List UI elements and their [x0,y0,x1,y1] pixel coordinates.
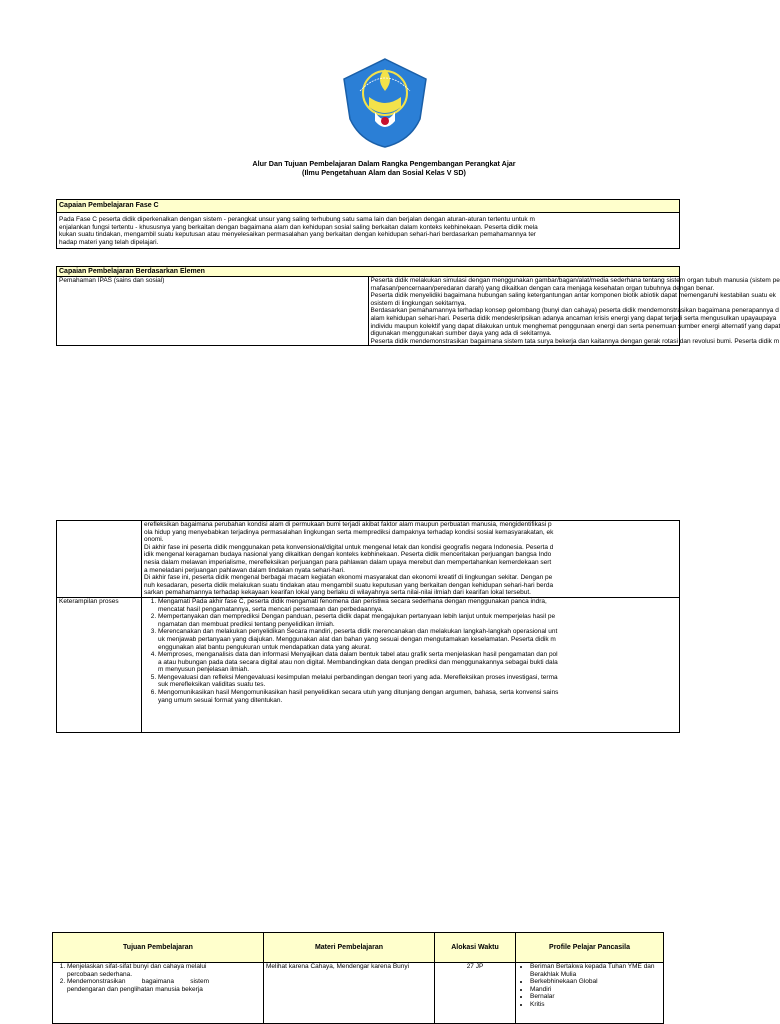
keterampilan-line: enggunakan alat bantu pengukuran untuk mendapatkan data yang akurat. [158,643,372,651]
capaian-fase-heading: Capaian Pembelajaran Fase C [57,200,680,213]
continuation-line: erefleksikan bagaimana perubahan kondisi alam di permukaan bumi terjadi akibat faktor alam maupun perbuatan manusia, mengidentifikasi p [144,521,552,528]
title-line-1: Alur Dan Tujuan Pembelajaran Dalam Rangka Pengembangan Perangkat Ajar [252,159,516,168]
keterampilan-line: m menyusun penjelasan ilmiah. [158,666,250,674]
keterampilan-list [144,598,677,704]
profil-item: • Bernalar [530,993,661,1001]
continuation-table [56,520,680,733]
capaian-fase-table [56,199,680,249]
tujuan-item [67,963,261,978]
tujuan-line: percobaan sederhana. [67,970,133,978]
keterampilan-item [158,674,677,689]
keterampilan-line: ngamatan dan membuat prediksi tentang penyelidikan ilmiah. [158,620,335,628]
tujuan-line: 1. Menjelaskan sifat-sifat bunyi dan cahaya melalui [67,963,207,970]
elemen-line: Berdasarkan pemahamannya terhadap konsep gelombang (bunyi dan cahaya) peserta didik mendemonstrasikan bagaimana penerapannya d [370,307,779,315]
keterampilan-line: 1. Mengamati Pada akhir fase C, peserta didik mengamati fenomena dan peristiwa secara sederhana dengan menggunakan panca indra, [158,597,547,605]
capaian-fase-line: hadap materi yang telah dipelajari. [59,238,159,246]
elemen-line: individu maupun kolektif yang dapat dilakukan untuk menghemat penggunaan energi dan serta penemuan sumber energi alternatif yang dapat [370,322,780,330]
tujuan-line: pendengaran dan penglihatan manusia bekerja [67,985,203,993]
capaian-fase-line: enjalankan fungsi tertentu - khususnya yang berkaitan dengan bagaimana alam dan kehidupan sosial saling berkaitan dalam konteks kebhinekaan. Peserta didik mela [59,223,538,231]
elemen-line: digunakan menggunakan sumber daya yang ada di sekitarnya. [370,330,552,338]
capaian-fase-body [57,213,680,249]
keterampilan-line: 6. Mengomunikasikan hasil Mengomunikasikan hasil penyelidikan secara utuh yang ditunjang dengan argumen, bahasa, serta konvensi sains [158,689,559,697]
alokasi-cell: 27 JP [435,963,516,1024]
keterampilan-item [158,628,677,651]
keterampilan-line: yang umum sesuai format yang ditentukan. [158,696,283,704]
profil-item: • Beriman Bertakwa kepada Tuhan YME dan Berakhlak Mulia [530,963,661,978]
document-title [120,159,648,177]
continuation-line: nuh kesadaran, peserta didik melakukan suatu tindakan atau mengambil suatu keputusan yang berkaitan dengan kehidupan sehari-hari berda [144,581,554,589]
tujuan-list [55,963,261,993]
continuation-line: sarkan pemahamannya terhadap kekayaan kearifan lokal yang berlaku di wilayahnya serta nilai-nilai ilmiah dari kearifan lokal tersebut. [144,589,531,597]
keterampilan-line: a atau hubungan pada data secara digital atau non digital. Membandingkan data dengan prediksi dan menggunakannya sebagai bukti dala [158,658,558,666]
capaian-fase-line: Pada Fase C peserta didik diperkenalkan dengan sistem - perangkat unsur yang saling terhubung satu sama lain dan berjalan dengan aturan-aturan tertentu untuk m [59,216,535,223]
continuation-line: a meneladani perjuangan pahlawan dalam tindakan nyata sehari-hari. [144,566,345,574]
continuation-line: nesia dalam melawan imperialisme, merefleksikan perjuangan para pahlawan dalam upaya merebut dan mempertahankan kemerdekaan sert [144,558,552,566]
header-tujuan: Tujuan Pembelajaran [53,933,264,963]
elemen-body [368,277,780,346]
header-alokasi: Alokasi Waktu [435,933,516,963]
capaian-fase-line: kukan suatu tindakan, mengambil suatu keputusan atau menyelesaikan permasalahan yang berkaitan dengan kehidupan sehari-hari berdasarkan pemahamannya ter [59,231,536,239]
tujuan-line: 2. Mendemonstrasikan bagaimana sistem [67,978,209,986]
tut-wuri-handayani-logo [340,57,430,149]
keterampilan-body [142,597,680,732]
tujuan-table [52,932,664,1024]
capaian-elemen-table [56,266,780,346]
keterampilan-item [158,598,677,613]
elemen-line: rnafasan/pencernaan/peredaran darah) yang dikaitkan dengan cara menjaga kesehatan organ tubuhnya dengan benar. [370,284,715,292]
elemen-line: Peserta didik menyelidiki bagaimana hubungan saling ketergantungan antar komponen biotik abiotik dapat memengaruhi kestabilan suatu ek [370,292,776,300]
elemen-label: Pemahaman IPAS (sains dan sosial) [57,277,369,346]
keterampilan-item [158,651,677,674]
keterampilan-line: suk merefleksikan validitas suatu tes. [158,681,266,689]
capaian-elemen-heading: Capaian Pembelajaran Berdasarkan Elemen [57,267,680,277]
elemen-line: osistem di lingkungan sekitarnya. [370,299,467,307]
keterampilan-line: 4. Memproses, menganalisis data dan informasi Menyajikan data dalam bentuk tabel atau grafik serta menjelaskan hasil pengamatan dan pol [158,651,558,659]
elemen-line: Peserta didik mendemonstrasikan bagaimana sistem tata surya bekerja dan kaitannya dengan gerak rotasi dan revolusi bumi. Peserta didik m [370,337,780,345]
profil-item: • Mandiri [530,986,661,994]
continuation-line: Di akhir fase ini, peserta didik mengenal berbagai macam kegiatan ekonomi masyarakat dan ekonomi kreatif di lingkungan sekitar. Dengan pe [144,574,553,582]
continuation-body [142,521,680,598]
tujuan-cell [53,963,264,1024]
header-materi: Materi Pembelajaran [264,933,435,963]
continuation-line: idik mengenal keragaman budaya nasional yang dikaitkan dengan konteks kebhinekaan. Peserta didik menceritakan perjuangan bangsa Indo [144,551,552,559]
header-profil: Profile Pelajar Pancasila [516,933,664,963]
profil-item: • Kritis [530,1001,661,1009]
elemen-line: alam kehidupan sehari-hari. Peserta didik mendeskripsikan adanya ancaman krisis energi yang dapat terjadi serta mengusulkan upayaupaya [370,314,777,322]
profil-cell [516,963,664,1024]
profil-item: • Berkebhinekaan Global [530,978,661,986]
profil-list [518,963,661,1009]
continuation-empty-cell [57,521,142,598]
materi-cell: Melihat karena Cahaya, Mendengar karena Bunyi [264,963,435,1024]
keterampilan-label: Keterampilan proses [57,597,142,732]
tujuan-item [67,978,261,993]
continuation-line: Di akhir fase ini peserta didik menggunakan peta konvensional/digital untuk mengenal letak dan kondisi geografis negara Indonesia. Peserta d [144,543,554,551]
keterampilan-line: 5. Mengevaluasi dan refleksi Mengevaluasi kesimpulan melalui perbandingan dengan teori yang ada. Merefleksikan proses investigasi, terma [158,673,558,681]
keterampilan-item [158,613,677,628]
keterampilan-line: 3. Merencanakan dan melakukan penyelidikan Secara mandiri, peserta didik merencanakan dan melakukan langkah-langkah operasional unt [158,628,558,636]
continuation-line: onomi. [144,536,164,544]
keterampilan-line: uk menjawab pertanyaan yang diajukan. Menggunakan alat dan bahan yang sesuai dengan mengutamakan keselamatan. Peserta didik m [158,635,556,643]
keterampilan-line: mencatat hasil pengamatannya, serta mencari persamaan dan perbedaannya. [158,605,384,613]
keterampilan-item [158,689,677,704]
title-line-2: (Ilmu Pengetahuan Alam dan Sosial Kelas V SD) [302,168,466,177]
elemen-line: Peserta didik melakukan simulasi dengan menggunakan gambar/bagan/alat/media sederhana tentang sistem organ tubuh manusia (sistem pe [370,277,780,284]
continuation-line: ola hidup yang menyebabkan terjadinya permasalahan lingkungan serta memprediksi dampaknya terhadap kondisi sosial kemasyarakatan, ek [144,528,554,536]
keterampilan-line: 2. Mempertanyakan dan memprediksi Dengan panduan, peserta didik dapat mengajukan pertanyaan lebih lanjut untuk memperjelas hasil pe [158,613,556,621]
